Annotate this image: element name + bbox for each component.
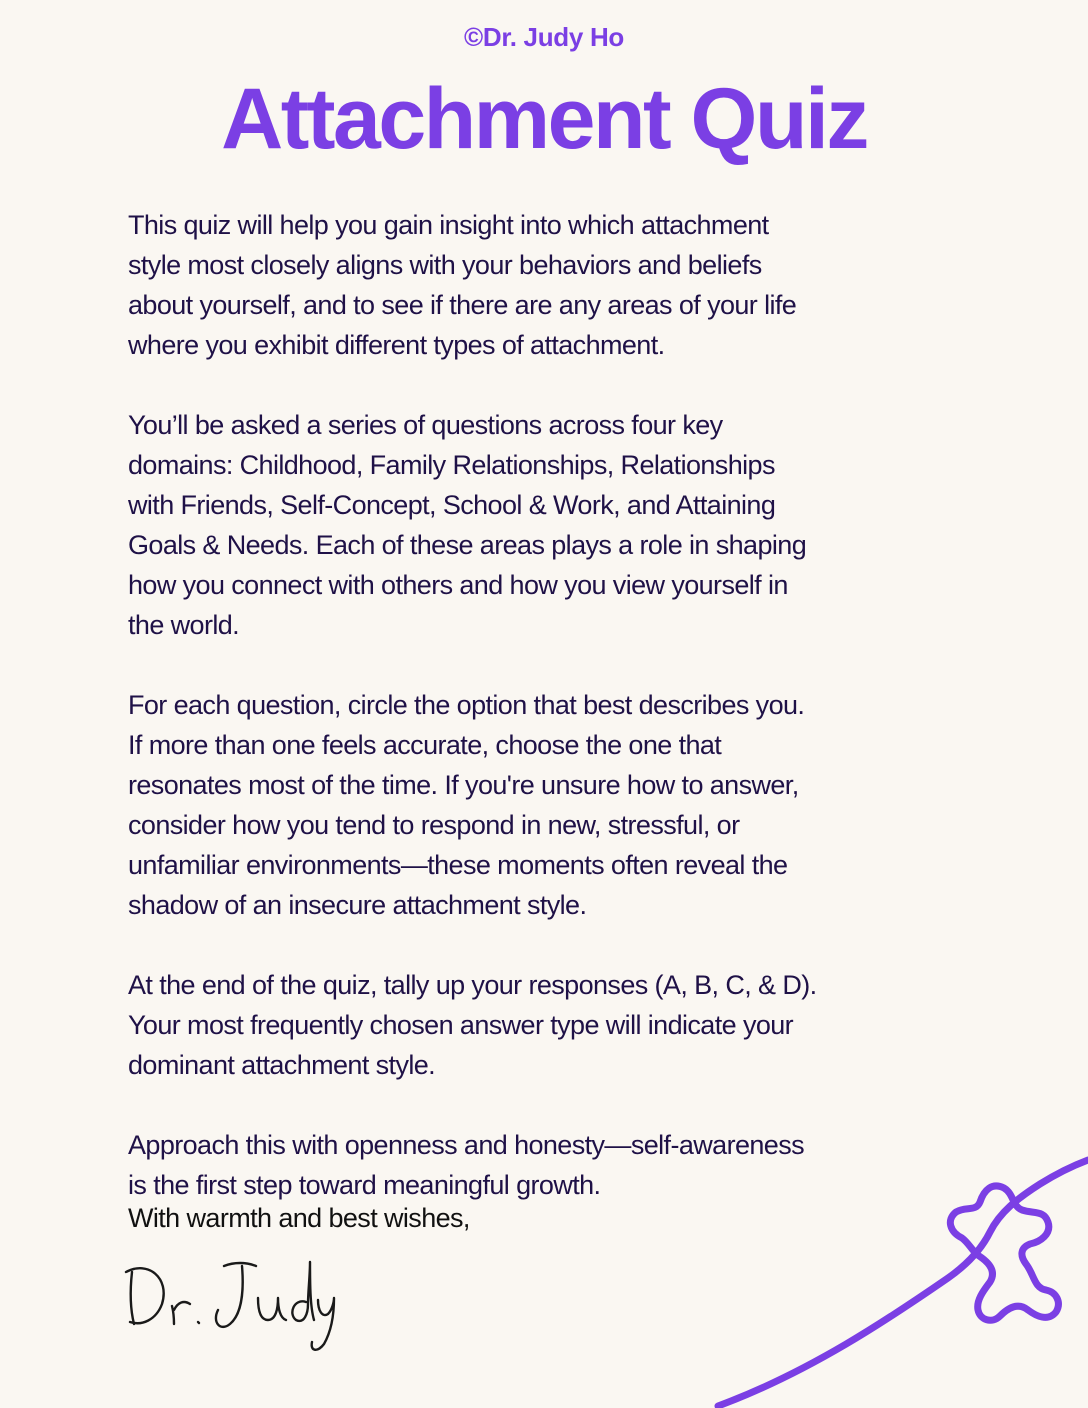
page-title: Attachment Quiz	[221, 71, 867, 167]
intro-text	[128, 205, 988, 1205]
copyright-line: ©Dr. Judy Ho	[463, 22, 625, 52]
signoff-text: With warmth and best wishes,	[128, 1203, 470, 1233]
squiggle-flower-icon	[700, 1140, 1088, 1408]
intro-paragraph-instructions: For each question, circle the option that best describes you. If more than one feels accurate, choose the one that resonates most of the time. If you're unsure how to answer, consider how you tend to respond in new, stressful, or unfamiliar environments—these moments often reveal the shadow of an insecure attachment style.	[128, 690, 805, 920]
intro-paragraph-domains: You’ll be asked a series of questions across four key domains: Childhood, Family Relationships, Relationships with Friends, Self-Concept, School & Work, and Attaining Goals & Needs. Each of these areas plays a role in shaping how you connect with others and how you view yourself in the world.	[128, 410, 807, 640]
intro-paragraph-purpose: This quiz will help you gain insight into which attachment style most closely aligns with your behaviors and beliefs about yourself, and to see if there are any areas of your life where you exhibit different types of attachment.	[128, 210, 797, 360]
intro-paragraph-approach: Approach this with openness and honesty—self-awareness is the first step toward meaningful growth.	[128, 1130, 805, 1200]
intro-paragraph-scoring: At the end of the quiz, tally up your responses (A, B, C, & D). Your most frequently chosen answer type will indicate your dominant attachment style.	[128, 970, 817, 1080]
handwritten-signature	[118, 1248, 348, 1358]
